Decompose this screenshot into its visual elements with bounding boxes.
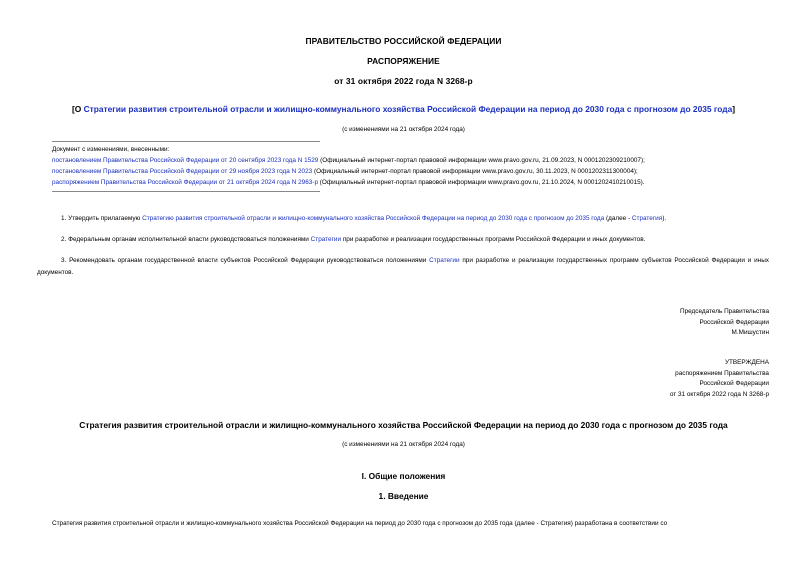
p1-strategy-link[interactable]: Стратегию развития строительной отрасли и жилищно-коммунального хозяйства Российской Федерации на период до 2030 года с прогнозом до 2035 года: [142, 215, 605, 222]
amendments-intro: Документ с изменениями, внесенными:: [52, 146, 170, 153]
paragraph-1: [52, 213, 772, 225]
amendment-item: [52, 177, 645, 188]
p3-strategy-link[interactable]: Стратегии: [429, 257, 460, 264]
p1-text: (далее -: [604, 215, 632, 222]
strategy-first-paragraph: Стратегия развития строительной отрасли и жилищно-коммунального хозяйства Российской Федерации на период до 2030 года с прогнозом до 2035 года (далее - Стратегия) разработана в соответствии со: [52, 520, 668, 527]
amendment-item: [52, 155, 645, 166]
strategy-changes-note: (с изменениями на 21 октября 2024 года): [342, 441, 465, 448]
amendment-item: [52, 166, 645, 177]
doc-type-heading: РАСПОРЯЖЕНИЕ: [367, 56, 440, 66]
amendment-link[interactable]: распоряжением Правительства Российской Федерации от 21 октября 2024 года N 2963-р: [52, 179, 319, 186]
approved-date: от 31 октября 2022 года N 3268-р: [669, 390, 769, 398]
amendment-source: (Официальный интернет-портал правовой информации www.pravo.gov.ru, 30.11.2023, N 0001202311300004);: [312, 168, 638, 175]
doc-title: [0, 104, 807, 114]
signature-position: Председатель Правительства: [680, 308, 769, 315]
signature-block: [469, 307, 769, 339]
paragraph-3: [37, 255, 769, 278]
p1-text: 1. Утвердить прилагаемую: [61, 215, 143, 222]
amendment-link[interactable]: постановлением Правительства Российской Федерации от 29 ноября 2023 года N 2023: [52, 168, 313, 175]
amendment-source: (Официальный интернет-портал правовой информации www.pravo.gov.ru, 21.10.2024, N 0001202410210015).: [318, 179, 645, 186]
paragraph-2: [52, 234, 772, 246]
p3-text: при разработке и реализации государственных программ субъектов Российской Федерации и иных документов.: [37, 257, 769, 276]
p2-strategy-link[interactable]: Стратегии: [310, 236, 342, 243]
section-heading: I. Общие положения: [361, 471, 446, 481]
p1-text: ).: [662, 215, 667, 222]
amendment-link[interactable]: постановлением Правительства Российской Федерации от 20 сентября 2023 года N 1529: [52, 157, 319, 164]
title-strategy-link[interactable]: Стратегии развития строительной отрасли и жилищно-коммунального хозяйства Российской Федерации на период до 2030 года с прогнозом до 2035 года: [83, 104, 733, 114]
amendment-source: (Официальный интернет-портал правовой информации www.pravo.gov.ru, 21.09.2023, N 0001202309210007);: [318, 157, 645, 164]
approved-block: [469, 358, 769, 400]
subsection-heading: 1. Введение: [378, 491, 429, 501]
divider-top: [52, 141, 320, 142]
amendments-block: [52, 144, 645, 188]
title-close-bracket: ]: [732, 104, 736, 114]
org-heading: ПРАВИТЕЛЬСТВО РОССИЙСКОЙ ФЕДЕРАЦИИ: [305, 36, 502, 46]
p1-strategy-short-link[interactable]: Стратегия: [631, 215, 663, 222]
approved-org: Российской Федерации: [699, 380, 769, 388]
strategy-title: Стратегия развития строительной отрасли и жилищно-коммунального хозяйства Российской Федерации на период до 2030 года с прогнозом до 2035 года: [79, 420, 728, 430]
approved-label: УТВЕРЖДЕНА: [724, 359, 769, 366]
doc-date-heading: от 31 октября 2022 года N 3268-р: [334, 76, 473, 86]
p2-text: при разработке и реализации государственных программ Российской Федерации и иных документов.: [341, 236, 646, 243]
title-open-bracket: [О: [71, 104, 84, 114]
changes-note: (с изменениями на 21 октября 2024 года): [342, 126, 465, 133]
approved-by: распоряжением Правительства: [675, 369, 769, 377]
signature-org: Российской Федерации: [699, 318, 769, 326]
signature-name: М.Мишустин: [731, 329, 769, 337]
divider-bottom: [52, 191, 320, 192]
p2-text: 2. Федеральным органам исполнительной власти руководствоваться положениями: [61, 236, 311, 243]
p3-text: 3. Рекомендовать органам государственной власти субъектов Российской Федерации руководствоваться положениями: [61, 257, 430, 264]
